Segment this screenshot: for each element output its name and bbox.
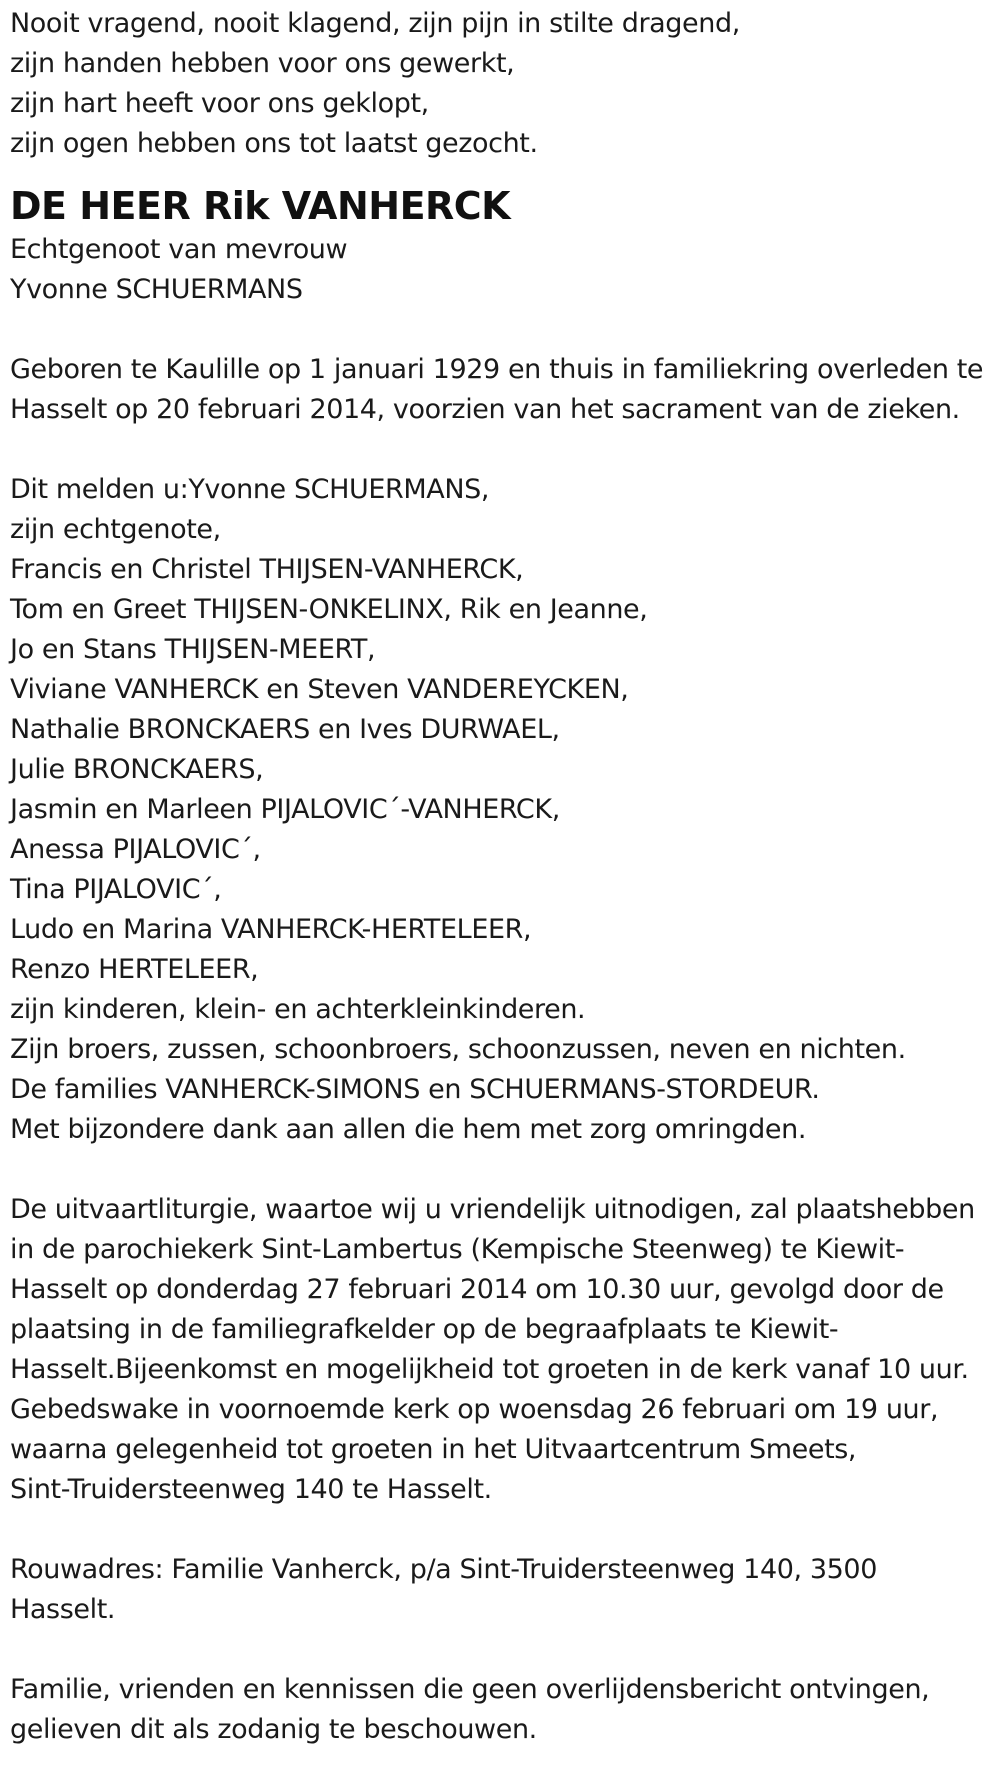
funeral-line: Hasselt.Bijeenkomst en mogelijkheid tot groeten in de kerk vanaf 10 uur. [10, 1354, 969, 1385]
spouse-info [10, 230, 995, 310]
spacer [10, 310, 995, 350]
funeral-line: Sint-Truidersteenweg 140 te Hasselt. [10, 1474, 492, 1505]
poem-line: zijn ogen hebben ons tot laatst gezocht. [10, 128, 538, 159]
announcer-line: Renzo HERTELEER, [10, 954, 259, 985]
announcer-line: De families VANHERCK-SIMONS en SCHUERMANS-STORDEUR. [10, 1074, 820, 1105]
obituary-document [10, 4, 995, 1750]
announcer-line: Ludo en Marina VANHERCK-HERTELEER, [10, 914, 532, 945]
funeral-info [10, 1190, 995, 1510]
closing-line: gelieven dit als zodanig te beschouwen. [10, 1714, 537, 1745]
announcer-line: Jasmin en Marleen PIJALOVIC´-VANHERCK, [10, 794, 560, 825]
poem-line: Nooit vragend, nooit klagend, zijn pijn in stilte dragend, [10, 8, 740, 39]
spacer [10, 430, 995, 470]
announcer-line: Tom en Greet THIJSEN-ONKELINX, Rik en Jeanne, [10, 594, 648, 625]
announcer-line: Nathalie BRONCKAERS en Ives DURWAEL, [10, 714, 560, 745]
announcer-line: Viviane VANHERCK en Steven VANDEREYCKEN, [10, 674, 629, 705]
announcer-line: Anessa PIJALOVIC´, [10, 834, 261, 865]
mourning-address [10, 1550, 995, 1630]
poem-line: zijn hart heeft voor ons geklopt, [10, 88, 429, 119]
announcer-line: Tina PIJALOVIC´, [10, 874, 222, 905]
spacer [10, 1510, 995, 1550]
closing-line: Familie, vrienden en kennissen die geen overlijdensbericht ontvingen, [10, 1674, 930, 1705]
poem [10, 4, 995, 164]
funeral-line: in de parochiekerk Sint-Lambertus (Kempische Steenweg) te Kiewit- [10, 1234, 905, 1265]
deceased-name-heading: DE HEER Rik VANHERCK [10, 184, 511, 228]
funeral-line: Hasselt op donderdag 27 februari 2014 om 10.30 uur, gevolgd door de [10, 1274, 944, 1305]
announcer-line: Jo en Stans THIJSEN-MEERT, [10, 634, 376, 665]
spacer [10, 1630, 995, 1670]
announcer-line: zijn echtgenote, [10, 514, 221, 545]
birth-death-line: Hasselt op 20 februari 2014, voorzien van het sacrament van de zieken. [10, 394, 960, 425]
announcer-line: Zijn broers, zussen, schoonbroers, schoonzussen, neven en nichten. [10, 1034, 906, 1065]
closing-note [10, 1670, 995, 1750]
birth-death-info [10, 350, 995, 430]
address-line: Hasselt. [10, 1594, 116, 1625]
poem-line: zijn handen hebben voor ons gewerkt, [10, 48, 515, 79]
spacer [10, 1150, 995, 1190]
funeral-line: Gebedswake in voornoemde kerk op woensdag 26 februari om 19 uur, [10, 1394, 939, 1425]
spouse-line: Echtgenoot van mevrouw [10, 234, 348, 265]
funeral-line: waarna gelegenheid tot groeten in het Uitvaartcentrum Smeets, [10, 1434, 857, 1465]
announcer-line: zijn kinderen, klein- en achterkleinkinderen. [10, 994, 586, 1025]
announcer-line: Met bijzondere dank aan allen die hem met zorg omringden. [10, 1114, 807, 1145]
spouse-line: Yvonne SCHUERMANS [10, 274, 303, 305]
funeral-line: plaatsing in de familiegrafkelder op de begraafplaats te Kiewit- [10, 1314, 839, 1345]
announcer-line: Julie BRONCKAERS, [10, 754, 264, 785]
birth-death-line: Geboren te Kaulille op 1 januari 1929 en thuis in familiekring overleden te [10, 354, 984, 385]
address-line: Rouwadres: Familie Vanherck, p/a Sint-Truidersteenweg 140, 3500 [10, 1554, 877, 1585]
announcer-line: Dit melden u:Yvonne SCHUERMANS, [10, 474, 490, 505]
announcer-line: Francis en Christel THIJSEN-VANHERCK, [10, 554, 524, 585]
announcers-list [10, 470, 995, 1150]
funeral-line: De uitvaartliturgie, waartoe wij u vriendelijk uitnodigen, zal plaatshebben [10, 1194, 975, 1225]
